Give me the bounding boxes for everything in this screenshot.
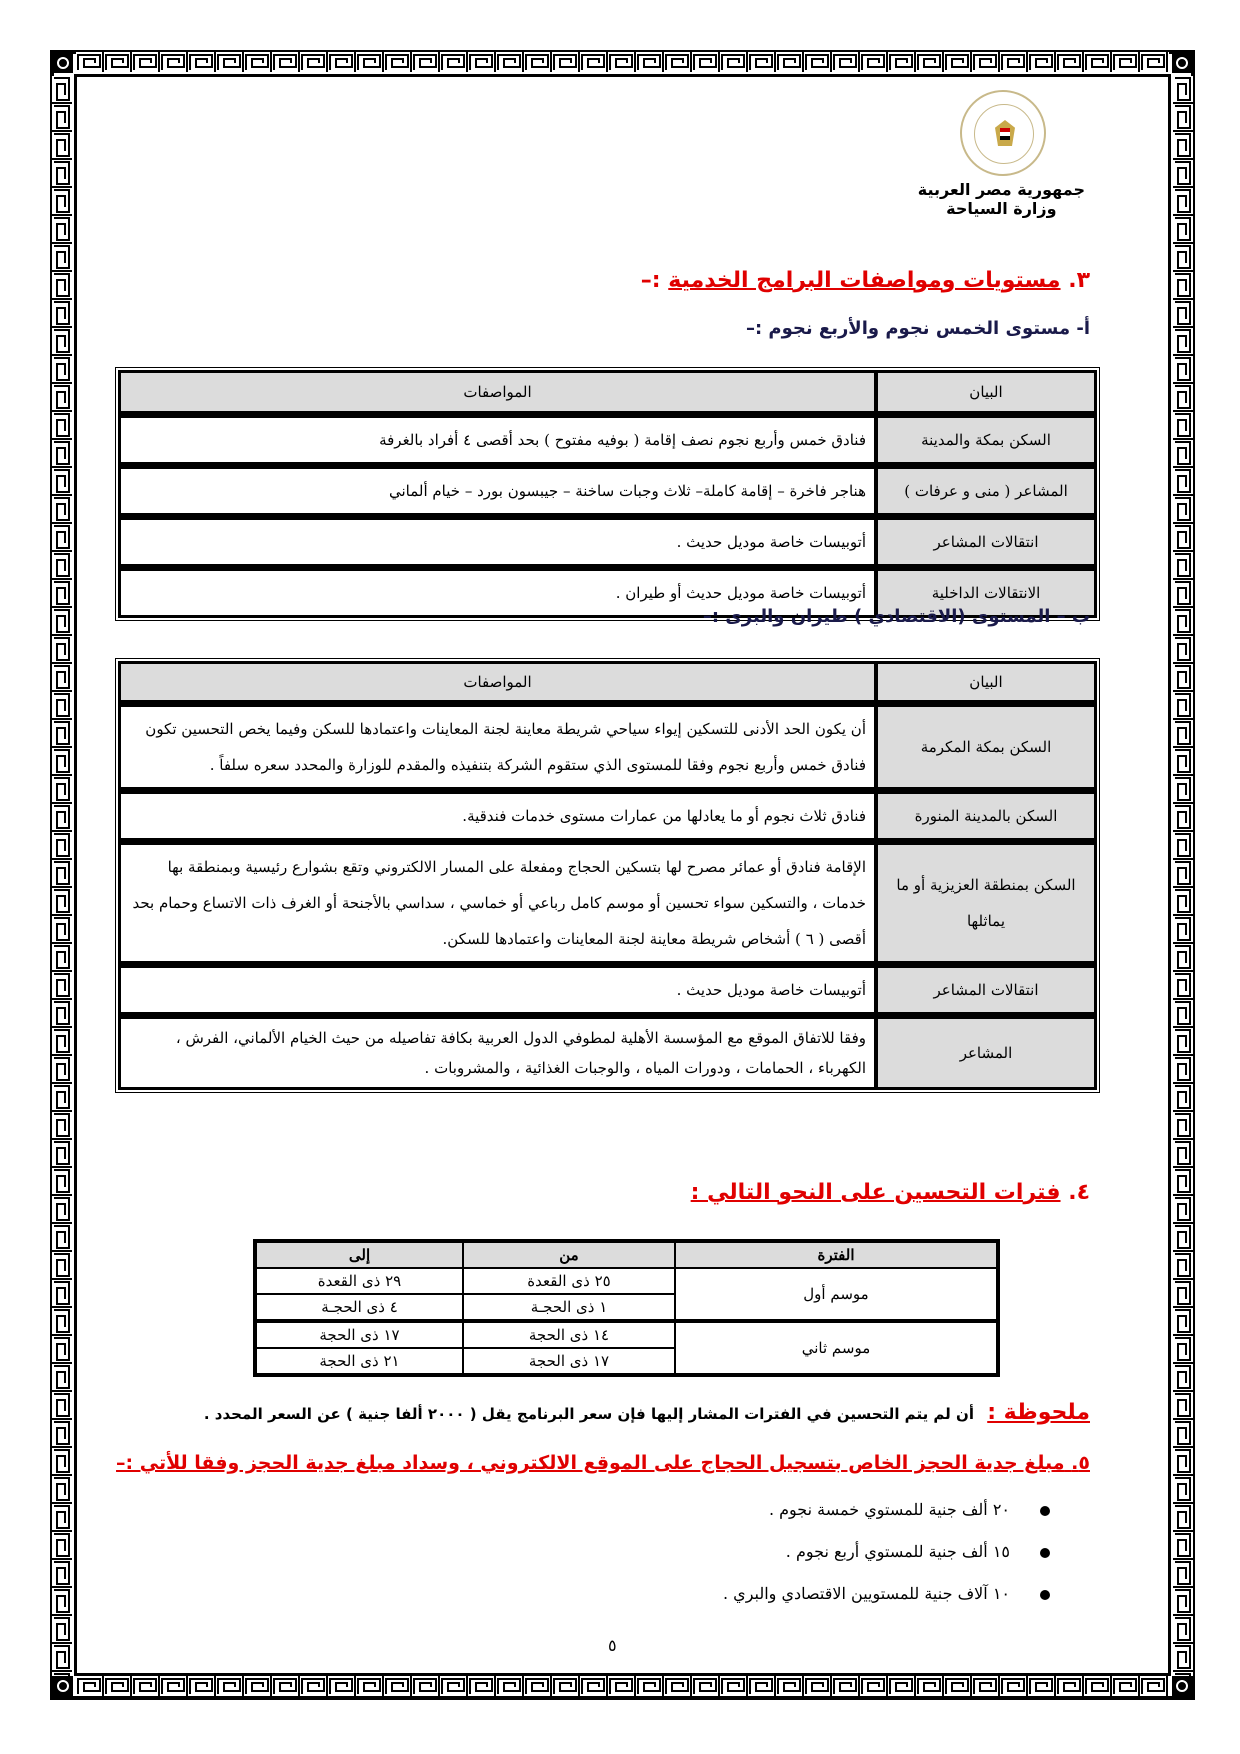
period-from: ٢٥ ذى القعدة xyxy=(463,1268,675,1294)
table-row xyxy=(119,963,1096,1014)
bullet-icon xyxy=(1040,1590,1050,1600)
table-header-row xyxy=(119,371,1096,413)
table-row xyxy=(255,1321,998,1348)
row-spec: فنادق خمس وأربع نجوم نصف إقامة ( بوفيه مفتوح ) بحد أقصى ٤ أفراد بالغرفة xyxy=(119,413,876,464)
table-row xyxy=(119,464,1096,515)
row-spec: أتوبيسات خاصة موديل حديث أو طيران . xyxy=(119,566,876,617)
corner-ornament-icon xyxy=(53,53,73,73)
subsection-a-heading: أ- مستوى الخمس نجوم والأربع نجوم :– xyxy=(745,318,1090,339)
section-5-number: ٥. xyxy=(1071,1452,1090,1474)
column-header-item: البيان xyxy=(876,371,1096,413)
column-header-from: من xyxy=(463,1241,675,1268)
logo-seal xyxy=(960,90,1046,176)
row-item: السكن بالمدينة المنورة xyxy=(876,789,1096,840)
list-item xyxy=(723,1542,1050,1584)
row-spec: أتوبيسات خاصة موديل حديث . xyxy=(119,963,876,1014)
row-spec: هناجر فاخرة – إقامة كاملة– ثلاث وجبات ساخنة – جيبسون بورد – خيام ألماني xyxy=(119,464,876,515)
section-4-title: فترات التحسين على النحو التالي : xyxy=(690,1180,1061,1205)
row-item: السكن بمكة المكرمة xyxy=(876,702,1096,789)
row-item: الانتقالات الداخلية xyxy=(876,566,1096,617)
list-item xyxy=(723,1500,1050,1542)
table-header-row xyxy=(255,1241,998,1268)
deposit-amounts-list xyxy=(723,1500,1050,1626)
list-item-text: ٢٠ ألف جنية للمستوي خمسة نجوم . xyxy=(768,1500,1010,1519)
row-spec: أن يكون الحد الأدنى للتسكين إيواء سياحي شريطة معاينة لجنة المعاينات واعتمادها للسكن وفيما يخص التحسين تكون فنادق خمس وأربع نجوم وفقا للمستوى الذي ستقوم الشركة بتنفيذه والمقدم للوزارة والمحدد سعره سلفاً . xyxy=(119,702,876,789)
table-row xyxy=(119,413,1096,464)
subsection-b-heading: ب – المستوى (الاقتصادي ) طيران والبرى :– xyxy=(702,606,1090,627)
column-header-period: الفترة xyxy=(675,1241,998,1268)
column-header-spec: المواصفات xyxy=(119,662,876,702)
period-from: ١٤ ذى الحجة xyxy=(463,1321,675,1348)
letterhead xyxy=(918,180,1085,218)
row-spec: فنادق ثلاث نجوم أو ما يعادلها من عمارات مستوى خدمات فندقية. xyxy=(119,789,876,840)
section-3-suffix: :– xyxy=(640,268,669,293)
season-name: موسم أول xyxy=(675,1268,998,1321)
economy-spec-table xyxy=(115,658,1100,1093)
row-item: انتقالات المشاعر xyxy=(876,515,1096,566)
country-name: جمهورية مصر العربية xyxy=(917,180,1085,199)
section-4-number: ٤. xyxy=(1068,1180,1090,1205)
row-item: السكن بمنطقة العزيزية أو ما يماثلها xyxy=(876,840,1096,963)
row-item: المشاعر xyxy=(876,1014,1096,1089)
five-four-star-spec-table xyxy=(115,367,1100,621)
ministry-of-tourism-logo xyxy=(960,90,1050,180)
flag-shield-icon xyxy=(1000,128,1010,140)
section-4-heading xyxy=(691,1180,1090,1205)
greek-key-border-right xyxy=(1173,76,1193,1676)
column-header-spec: المواصفات xyxy=(119,371,876,413)
page-number: ٥ xyxy=(608,1636,617,1655)
corner-ornament-icon xyxy=(1172,53,1192,73)
corner-ornament-icon xyxy=(1172,1676,1192,1696)
row-spec: الإقامة فنادق أو عمائر مصرح لها بتسكين الحجاج ومفعلة على المسار الالكتروني وتقع بشوارع رئيسية وبمنطقة بها خدمات ، والتسكين سواء تحسين أو موسم كامل رباعي أو خماسي ، سداسي بالأجنحة أو الغرف ذات الاتساع وحمام بحد أقصى ( ٦ ) أشخاص شريطة معاينة لجنة المعاينات واعتمادها للسكن. xyxy=(119,840,876,963)
greek-key-border-top xyxy=(76,52,1169,72)
section-3-heading xyxy=(641,268,1090,293)
row-item: انتقالات المشاعر xyxy=(876,963,1096,1014)
period-from: ١٧ ذى الحجة xyxy=(463,1348,675,1375)
table-header-row xyxy=(119,662,1096,702)
table-row xyxy=(119,789,1096,840)
table-row xyxy=(119,515,1096,566)
bullet-icon xyxy=(1040,1548,1050,1558)
note xyxy=(204,1400,1090,1425)
greek-key-border-bottom xyxy=(76,1676,1169,1696)
period-to: ٤ ذى الحجـة xyxy=(255,1294,463,1321)
column-header-to: إلى xyxy=(255,1241,463,1268)
list-item xyxy=(723,1584,1050,1626)
list-item-text: ١٠ آلاف جنية للمستويين الاقتصادي والبري . xyxy=(723,1584,1010,1603)
section-5-heading xyxy=(116,1452,1090,1474)
greek-key-border-left xyxy=(52,76,72,1676)
column-header-item: البيان xyxy=(876,662,1096,702)
ministry-name: وزارة السياحة xyxy=(946,199,1057,218)
note-label: ملحوظة : xyxy=(987,1400,1090,1425)
period-to: ٢١ ذى الحجة xyxy=(255,1348,463,1375)
row-item: السكن بمكة والمدينة xyxy=(876,413,1096,464)
note-text: أن لم يتم التحسين في الفترات المشار إليها فإن سعر البرنامج يقل ( ٢٠٠٠ ألفا جنية ) عن السعر المحدد . xyxy=(203,1405,974,1423)
table-row xyxy=(255,1268,998,1294)
row-spec: أتوبيسات خاصة موديل حديث . xyxy=(119,515,876,566)
section-3-number: ٣. xyxy=(1068,268,1090,293)
table-row xyxy=(119,840,1096,963)
list-item-text: ١٥ ألف جنية للمستوي أربع نجوم . xyxy=(785,1542,1010,1561)
improvement-periods-table xyxy=(253,1239,1000,1377)
table-row xyxy=(119,1014,1096,1089)
season-name: موسم ثاني xyxy=(675,1321,998,1375)
period-to: ٢٩ ذى القعدة xyxy=(255,1268,463,1294)
corner-ornament-icon xyxy=(53,1676,73,1696)
section-3-title: مستويات ومواصفات البرامج الخدمية xyxy=(668,268,1061,293)
period-to: ١٧ ذى الحجة xyxy=(255,1321,463,1348)
table-row xyxy=(119,702,1096,789)
bullet-icon xyxy=(1040,1506,1050,1516)
section-5-title: مبلغ جدية الحجز الخاص بتسجيل الحجاج على الموقع الالكتروني ، وسداد مبلغ جدية الحجز وفقا للأتي :– xyxy=(116,1452,1065,1474)
row-spec: وفقا للاتفاق الموقع مع المؤسسة الأهلية لمطوفي الدول العربية بكافة تفاصيله من حيث الخيام الألماني، الفرش ، الكهرباء ، الحمامات ، ودورات المياه ، والوجبات الغذائية ، والمشروبات . xyxy=(119,1014,876,1089)
period-from: ١ ذى الحجـة xyxy=(463,1294,675,1321)
row-item: المشاعر ( منى و عرفات ) xyxy=(876,464,1096,515)
